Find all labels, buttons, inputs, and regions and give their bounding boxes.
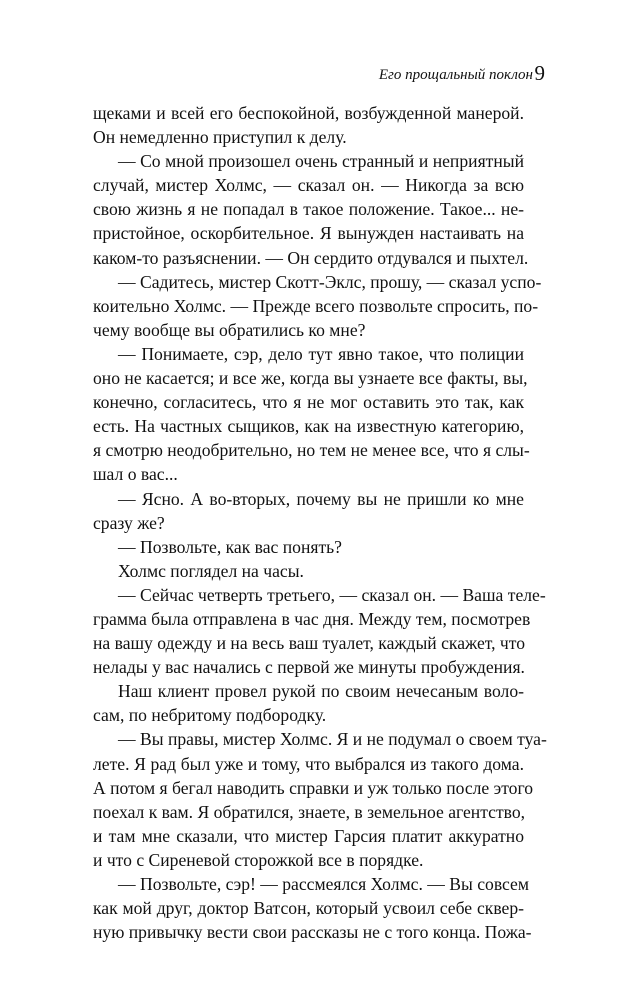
text-line: я смотрю неодобрительно, но тем не менее все, что я слы- xyxy=(93,440,530,461)
text-line: и там мне сказали, что мистер Гарсия платит аккуратно xyxy=(93,825,524,846)
text-line: А потом я бегал наводить справки и уж только после этого xyxy=(93,777,534,798)
text-line: лете. Я рад был уже и тому, что выбрался из такого дома. xyxy=(93,753,524,774)
text-line: — Понимаете, сэр, дело тут явно такое, что полиции xyxy=(118,343,524,364)
text-line: Наш клиент провел рукой по своим нечесаным воло- xyxy=(118,681,524,702)
text-line: — Садитесь, мистер Скотт-Эклс, прошу, — сказал успо- xyxy=(118,271,542,292)
running-head-title: Его прощальный поклон xyxy=(378,67,533,83)
text-line: ную привычку вести свои рассказы не с того конца. Пожа- xyxy=(93,922,532,943)
text-line: чему вообще вы обратились ко мне? xyxy=(93,319,366,340)
text-line: — Вы правы, мистер Холмс. Я и не подумал о своем туа- xyxy=(118,729,547,750)
text-line: коительно Холмс. — Прежде всего позвольте спросить, по- xyxy=(93,295,539,316)
text-line: Холмс поглядел на часы. xyxy=(118,560,304,581)
text-line: — Сейчас четверть третьего, — сказал он. — Ваша теле- xyxy=(118,584,546,605)
text-line: сам, по небритому подбородку. xyxy=(93,705,327,726)
text-line: случай, мистер Холмс, — сказал он. — Никогда за всю xyxy=(93,175,524,196)
text-line: сразу же? xyxy=(93,512,165,533)
text-line: Он немедленно приступил к делу. xyxy=(93,127,347,148)
running-head xyxy=(379,64,533,86)
text-line: свою жизнь я не попадал в такое положение. Такое... не- xyxy=(93,199,524,220)
text-line: есть. На частных сыщиков, как на известную категорию, xyxy=(93,416,524,437)
text-line: щеками и всей его беспокойной, возбужденной манерой. xyxy=(93,103,524,123)
page-number: 9 xyxy=(534,61,545,85)
text-line: каком-то разъяснении. — Он сердито отдувался и пыхтел. xyxy=(93,247,529,268)
text-line: нелады у вас начались с первой же минуты пробуждения. xyxy=(93,657,525,678)
text-line: шал о вас... xyxy=(93,464,178,485)
text-line: — Ясно. А во-вторых, почему вы не пришли ко мне xyxy=(118,488,524,509)
text-line: и что с Сиреневой сторожкой все в порядке. xyxy=(93,849,424,870)
text-line: — Позвольте, сэр! — рассмеялся Холмс. — Вы совсем xyxy=(118,874,529,894)
text-line: на вашу одежду и на весь ваш туалет, каждый скажет, что xyxy=(93,633,526,654)
text-line: грамма была отправлена в час дня. Между тем, посмотрев xyxy=(93,608,531,629)
text-line: конечно, согласитесь, что я не мог оставить это так, как xyxy=(93,392,524,413)
text-line: — Позвольте, как вас понять? xyxy=(118,536,342,557)
text-line: как мой друг, доктор Ватсон, который усвоил себе сквер- xyxy=(93,898,524,919)
text-line: поехал к вам. Я обратился, знаете, в земельное агентство, xyxy=(93,801,526,822)
text-line: пристойное, оскорбительное. Я вынужден настаивать на xyxy=(93,223,524,244)
text-line: оно не касается; и все же, когда вы узнаете все факты, вы, xyxy=(93,368,528,389)
body-text xyxy=(93,101,547,944)
text-line: — Со мной произошел очень странный и неприятный xyxy=(118,151,524,172)
